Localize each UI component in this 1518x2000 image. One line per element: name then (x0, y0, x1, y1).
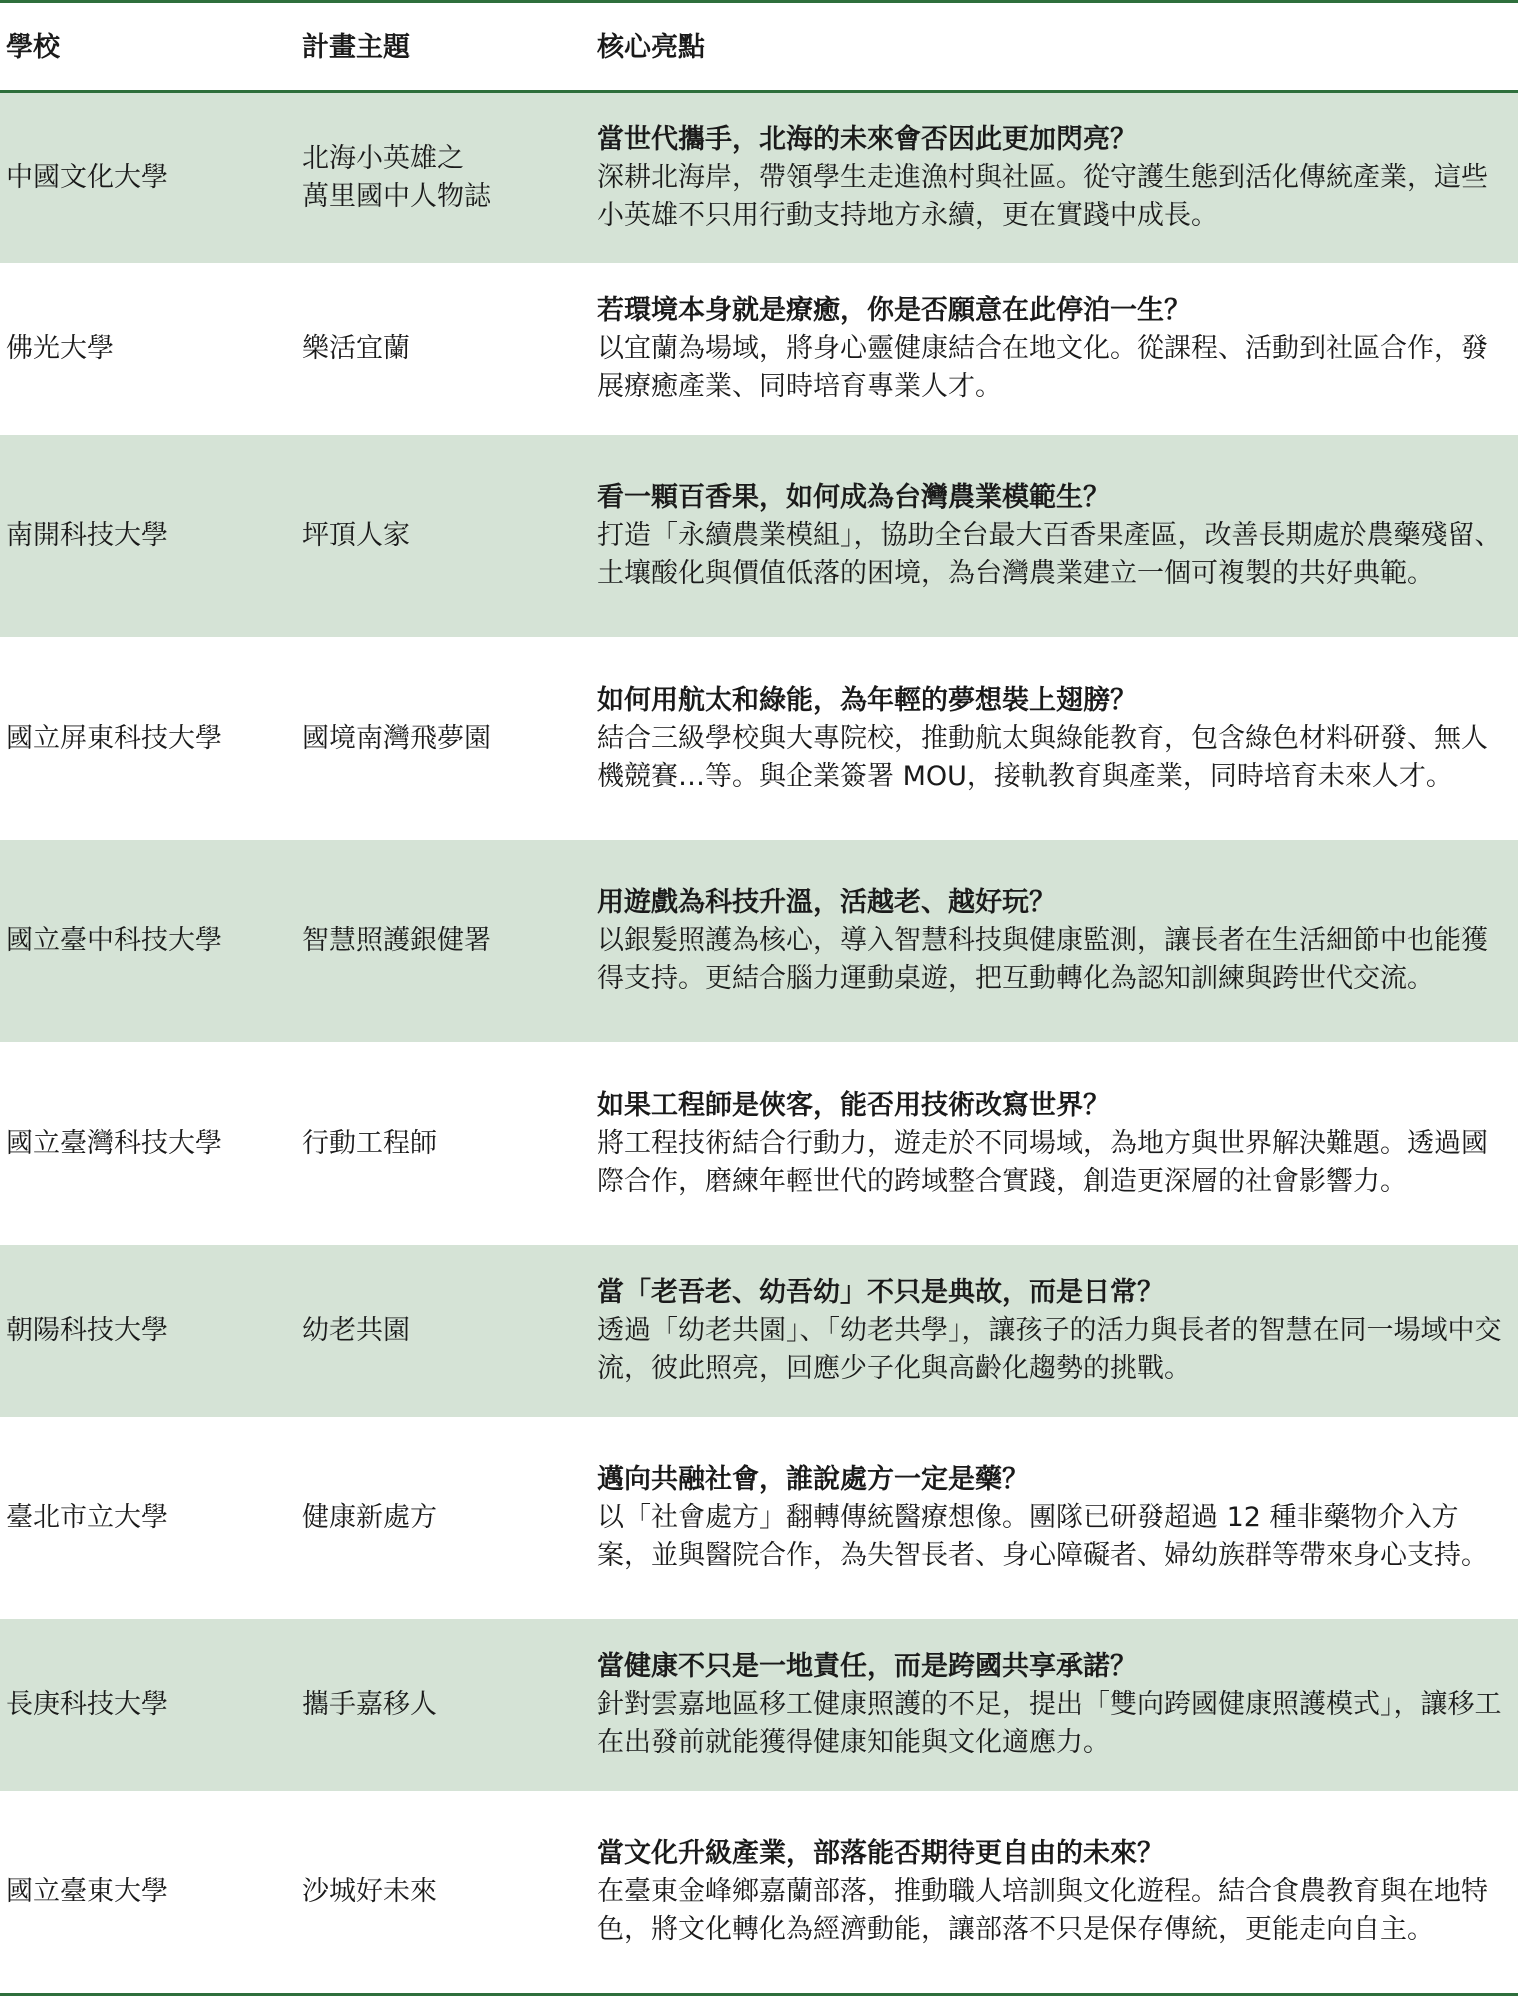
table-row (0, 1791, 1518, 1993)
school-cell: 國立臺中科技大學 (6, 925, 222, 956)
table-row (0, 637, 1518, 840)
school-cell: 朝陽科技大學 (6, 1315, 168, 1346)
highlight-title: 當健康不只是一地責任，而是跨國共享承諾？ (597, 1651, 1137, 1682)
school-cell: 臺北市立大學 (6, 1502, 168, 1533)
highlight-title: 當文化升級產業，部落能否期待更自由的未來？ (597, 1838, 1164, 1869)
theme-cell: 沙城好未來 (302, 1876, 437, 1907)
theme-cell: 健康新處方 (302, 1502, 437, 1533)
highlight-title: 用遊戲為科技升溫，活越老、越好玩？ (597, 887, 1056, 918)
highlight-title: 當世代攜手，北海的未來會否因此更加閃亮？ (597, 124, 1137, 155)
highlight-cell (597, 435, 1502, 637)
highlight-title: 看一顆百香果，如何成為台灣農業模範生？ (597, 482, 1110, 513)
highlight-cell (597, 1417, 1502, 1619)
highlight-body: 針對雲嘉地區移工健康照護的不足，提出「雙向跨國健康照護模式」，讓移工在出發前就能獲得健康知能與文化適應力。 (597, 1689, 1502, 1758)
school-cell: 南開科技大學 (6, 520, 168, 551)
school-cell: 國立臺東大學 (6, 1876, 168, 1907)
school-cell: 中國文化大學 (6, 162, 168, 193)
theme-cell: 樂活宜蘭 (302, 333, 410, 364)
highlight-body: 以銀髮照護為核心，導入智慧科技與健康監測，讓長者在生活細節中也能獲得支持。更結合腦力運動桌遊，把互動轉化為認知訓練與跨世代交流。 (597, 925, 1488, 994)
school-cell: 國立臺灣科技大學 (6, 1127, 222, 1159)
highlight-body: 深耕北海岸，帶領學生走進漁村與社區。從守護生態到活化傳統產業，這些小英雄不只用行動支持地方永續，更在實踐中成長。 (597, 162, 1488, 231)
table-row (0, 1245, 1518, 1417)
school-cell: 長庚科技大學 (6, 1689, 168, 1720)
theme-cell: 行動工程師 (302, 1127, 437, 1159)
highlight-cell (597, 93, 1502, 263)
theme-cell: 國境南灣飛夢園 (302, 722, 491, 754)
school-cell: 國立屏東科技大學 (6, 722, 222, 754)
table-row (0, 263, 1518, 435)
table-header (0, 3, 1518, 90)
highlight-title: 如果工程師是俠客，能否用技術改寫世界？ (597, 1089, 1110, 1121)
highlight-cell (597, 1245, 1502, 1417)
highlight-cell (597, 1042, 1502, 1245)
header-theme: 計畫主題 (302, 32, 410, 63)
table-row (0, 1417, 1518, 1619)
header-school: 學校 (6, 32, 60, 63)
theme-cell: 智慧照護銀健署 (302, 925, 491, 956)
highlight-body: 將工程技術結合行動力，遊走於不同場域，為地方與世界解決難題。透過國際合作，磨練年輕世代的跨域整合實踐，創造更深層的社會影響力。 (597, 1127, 1488, 1197)
table-row (0, 435, 1518, 637)
highlight-body: 結合三級學校與大專院校，推動航太與綠能教育，包含綠色材料研發、無人機競賽…等。與企業簽署 MOU，接軌教育與產業，同時培育未來人才。 (597, 722, 1488, 792)
highlight-cell (597, 637, 1502, 840)
theme-cell: 北海小英雄之 萬里國中人物誌 (302, 143, 491, 212)
theme-cell: 攜手嘉移人 (302, 1689, 437, 1720)
highlight-body: 在臺東金峰鄉嘉蘭部落，推動職人培訓與文化遊程。結合食農教育與在地特色，將文化轉化為經濟動能，讓部落不只是保存傳統，更能走向自主。 (597, 1876, 1488, 1945)
table-row (0, 840, 1518, 1042)
theme-cell: 幼老共園 (302, 1315, 410, 1346)
highlight-body: 以「社會處方」翻轉傳統醫療想像。團隊已研發超過 12 種非藥物介入方案，並與醫院合作，為失智長者、身心障礙者、婦幼族群等帶來身心支持。 (597, 1502, 1488, 1571)
highlight-cell (597, 840, 1502, 1042)
highlight-cell (597, 263, 1502, 435)
highlight-title: 若環境本身就是療癒，你是否願意在此停泊一生？ (597, 295, 1191, 326)
header-highlight: 核心亮點 (597, 32, 705, 63)
highlight-body: 以宜蘭為場域，將身心靈健康結合在地文化。從課程、活動到社區合作，發展療癒產業、同時培育專業人才。 (597, 333, 1488, 402)
table-row (0, 93, 1518, 263)
school-cell: 佛光大學 (6, 333, 114, 364)
table-bottom-rule (0, 1993, 1518, 1996)
highlight-title: 邁向共融社會，誰說處方一定是藥？ (597, 1464, 1029, 1495)
highlight-cell (597, 1791, 1502, 1993)
table-row (0, 1042, 1518, 1245)
highlight-title: 當「老吾老、幼吾幼」不只是典故，而是日常？ (597, 1277, 1164, 1308)
highlight-body: 打造「永續農業模組」，協助全台最大百香果產區，改善長期處於農藥殘留、土壤酸化與價值低落的困境，為台灣農業建立一個可複製的共好典範。 (597, 520, 1502, 589)
highlight-title: 如何用航太和綠能，為年輕的夢想裝上翅膀？ (597, 684, 1137, 716)
highlight-cell (597, 1619, 1502, 1791)
highlight-body: 透過「幼老共園」、「幼老共學」，讓孩子的活力與長者的智慧在同一場域中交流，彼此照亮，回應少子化與高齡化趨勢的挑戰。 (597, 1315, 1502, 1384)
theme-cell: 坪頂人家 (302, 520, 410, 551)
table-row (0, 1619, 1518, 1791)
